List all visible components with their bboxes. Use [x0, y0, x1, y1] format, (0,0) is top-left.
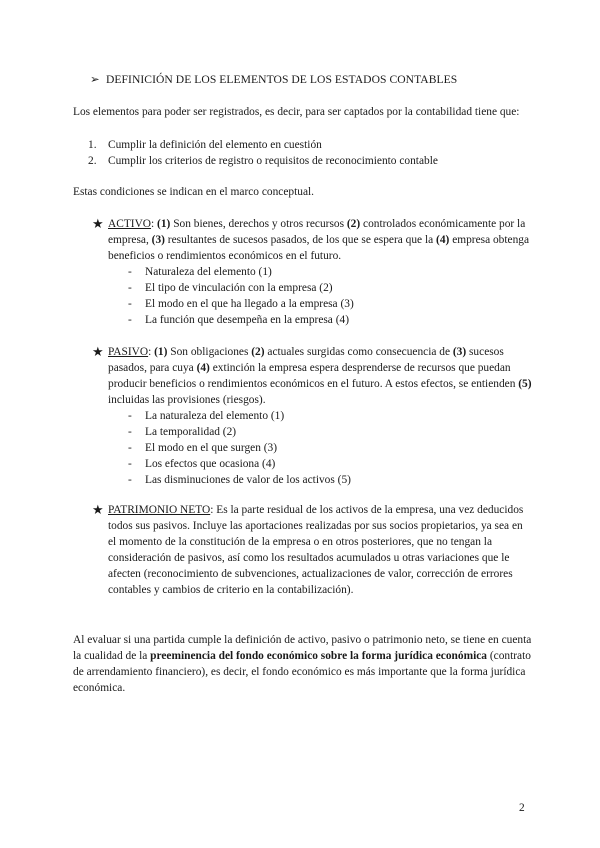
list-item: - Naturaleza del elemento (1) — [128, 266, 272, 278]
patrimonio-block — [92, 502, 532, 598]
patrimonio-definition: PATRIMONIO NETO: Es la parte residual de los activos de la empresa, una vez deducidos todos sus pasivos. Incluye las aportaciones realizadas por sus socios propietarios, ya sea en el momento de la constitución de la empresa o en otros posteriores, que no tengan la consideración de pasivos, así como los resultados acumulados u otras variaciones que le afecten (reconocimiento de subvenciones, actualizaciones de valor, corrección de errores contables y cambios de criterio en la contabilización). — [108, 504, 524, 596]
activo-block — [92, 216, 532, 328]
list-item: - La función que desempeña en la empresa (4) — [128, 314, 349, 326]
requirements-list — [88, 137, 438, 169]
pasivo-term: PASIVO — [108, 346, 149, 358]
activo-criteria-list — [128, 264, 532, 328]
star-bullet-icon: ★ — [92, 216, 104, 231]
pasivo-criteria-list — [128, 408, 532, 488]
intro-paragraph: Los elementos para poder ser registrados, es decir, para ser captados por la contabilidad tiene que: — [73, 106, 520, 118]
arrow-bullet-icon: ➢ — [90, 73, 100, 86]
list-item: - Las disminuciones de valor de los activos (5) — [128, 474, 351, 486]
closing-paragraph: Al evaluar si una partida cumple la definición de activo, pasivo o patrimonio neto, se tiene en cuenta la cualidad de la preeminencia del fondo económico sobre la forma jurídica económica (contrato de arrendamiento financiero), es decir, el fondo económico es más importante que la forma jurídica económica. — [73, 634, 532, 694]
closing-bold-text: preeminencia del fondo económico sobre la forma jurídica económica — [150, 650, 487, 662]
list-item: - El tipo de vinculación con la empresa (2) — [128, 282, 333, 294]
activo-definition: ACTIVO: (1) Son bienes, derechos y otros recursos (2) controlados económicamente por la empresa, (3) resultantes de sucesos pasados, de los que se espera que la (4) empresa obtenga beneficios o rendimientos económicos en el futuro. — [108, 218, 530, 262]
section-heading — [90, 72, 457, 88]
list-item: - El modo en el que surgen (3) — [128, 442, 278, 454]
list-item: - La naturaleza del elemento (1) — [128, 410, 285, 422]
conditions-paragraph: Estas condiciones se indican en el marco conceptual. — [73, 186, 315, 198]
star-bullet-icon: ★ — [92, 344, 104, 359]
patrimonio-term: PATRIMONIO NETO — [108, 504, 211, 516]
page-number: 2 — [519, 802, 525, 814]
list-item: 1. Cumplir la definición del elemento en cuestión — [88, 139, 322, 151]
section-heading-text: DEFINICIÓN DE LOS ELEMENTOS DE LOS ESTADOS CONTABLES — [106, 73, 458, 86]
pasivo-block — [92, 344, 532, 488]
pasivo-definition: PASIVO: (1) Son obligaciones (2) actuales surgidas como consecuencia de (3) sucesos pasados, para cuya (4) extinción la empresa espera desprenderse de recursos que puedan producir beneficios o rendimientos económicos en el futuro. A estos efectos, se entienden (5) incluidas las provisiones (riesgos). — [108, 346, 532, 406]
list-item: 2. Cumplir los criterios de registro o requisitos de reconocimiento contable — [88, 155, 438, 167]
list-item: - El modo en el que ha llegado a la empresa (3) — [128, 298, 354, 310]
star-bullet-icon: ★ — [92, 502, 104, 517]
list-item: - Los efectos que ocasiona (4) — [128, 458, 276, 470]
activo-term: ACTIVO — [108, 218, 152, 230]
list-item: - La temporalidad (2) — [128, 426, 237, 438]
